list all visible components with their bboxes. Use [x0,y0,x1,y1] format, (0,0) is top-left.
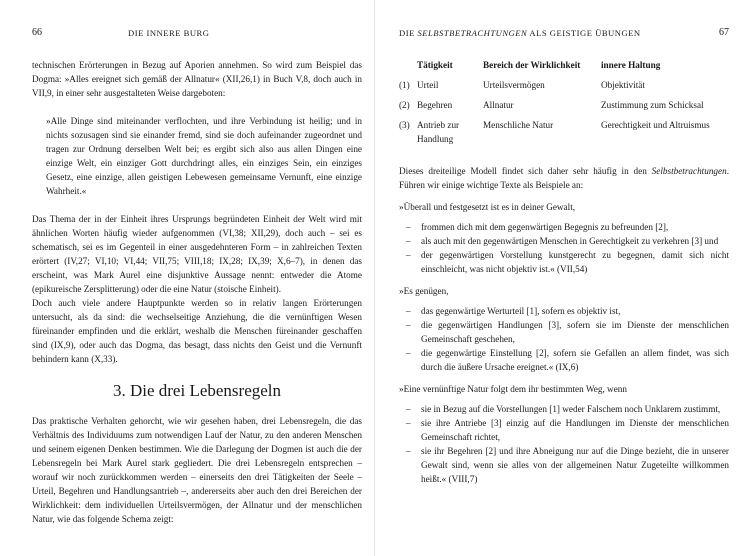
list-item: – als auch mit den gegenwärtigen Menschen in Gerechtigkeit zu verkehren [3] und [399,234,729,248]
list-item: – das gegenwärtige Werturteil [1], sofern es objektiv ist, [399,304,729,318]
table-row [399,98,729,118]
right-header-title: DIE SELBSTBETRACHTUNGEN ALS GEISTIGE ÜBUNGEN [399,28,641,38]
table-cell: Gerechtigkeit und Altruismus [601,120,710,130]
list-item: – die gegenwärtige Einstellung [2], sofern sie Gefallen an allem findet, was sich durch die äußere Ursache ereignet.« (IX,6) [399,346,729,374]
table-cell: Objektivität [601,80,645,90]
right-running-header [399,28,729,40]
left-page [32,0,362,556]
quote-lead: »Überall und festgesetzt ist es in deiner Gewalt, [399,202,576,212]
quote-list [399,304,729,374]
quote-list [399,402,729,486]
paragraph: Das praktische Verhalten gehorcht, wie wir gesehen haben, drei Lebensregeln, die das Verhältnis des Individuums zum notwendigen Lauf der Natur, zu den anderen Menschen und seinem eigenen Denken bestimmen. Wie die Darlegung der Dogmen ist auch die der Lebensregeln bei Mark Aurel stark gegliedert. Die drei Lebensregeln entsprechen – worauf wir noch zurückkommen werden – einerseits den drei Tätigkeiten der Seele – Urteil, Begehren und Handlungsantrieb –, andererseits aber auch den drei Bereichen der Wirklichkeit: dem individuellen Urteilsvermögen, der Allnatur und der menschlichen Natur, wie das folgende Schema zeigt: [32,416,362,524]
table-cell: Antrieb zur Handlung [417,120,460,144]
left-body [32,58,362,526]
table-cell: (1) [399,80,410,90]
schema-table [399,58,729,152]
page-gutter [374,0,375,556]
header-italic-title: SELBSTBETRACHTUNGEN [417,28,528,38]
table-row [399,118,729,152]
table-header-cell: innere Haltung [601,60,661,70]
paragraph: Das Thema der in der Einheit ihres Ursprungs begründeten Einheit der Welt wird mit ähnlichen Worten häufig wieder aufgenommen (VI,38; XII,29), doch auch – sei es schematisch, sei es im Gegenteil in einer ausgedehnteren Form – in zahlreichen Texten erörtert (IV,27; VI,10; VI,44; VII,75; VIII,18; IX,28; IX,39; X,6–7), in denen das erscheint, was Mark Aurel eine disjunktive Aussage nennt: entweder die Atome (epikureische Zersplitterung) oder die eine Natur (stoische Einheit). [32,214,362,294]
paragraph: Dieses dreiteilige Modell findet sich daher sehr häufig in den Selbstbetrachtungen. Führen wir einige wichtige Texte als Beispiele an: [399,166,729,190]
table-cell: Begehren [417,100,453,110]
quote-lead: »Es genügen, [399,286,449,296]
table-header-cell: Bereich der Wirklichkeit [483,60,581,70]
table-header-row [399,58,729,78]
right-page-number: 67 [719,27,729,38]
block-quote: »Alle Dinge sind miteinander verflochten, und ihre Verbindung ist heilig; und in nichts sozusagen sind sie einander fremd, sind sie doch aufeinander zugeordnet und tragen zur Ordnung derselben Welt bei; es ergibt sich also aus allen Dingen eine einzige Welt, ein einziger Gott durchdringt alles, ein einziges Sein, ein einziges Gesetz, eine einzige, allen geistigen Lebewesen gemeinsame Vernunft, eine einzige Wahrheit.« [46,116,362,196]
right-page [399,0,729,556]
list-item: – sie ihre Antriebe [3] einzig auf die Handlungen im Dienste der menschlichen Gemeinschaft richtet, [399,416,729,444]
table-cell: Menschliche Natur [483,120,554,130]
table-cell: Urteilsvermögen [483,80,545,90]
right-body [399,58,729,486]
quote-list [399,220,729,276]
table-cell: Urteil [417,80,439,90]
table-cell: Zustimmung zum Schicksal [601,100,704,110]
quote-lead: »Eine vernünftige Natur folgt dem ihr bestimmten Weg, wenn [399,384,627,394]
left-page-number: 66 [32,27,42,38]
list-item: – die gegenwärtigen Handlungen [3], sofern sie im Dienste der menschlichen Gemeinschaft geschehen, [399,318,729,346]
section-title: 3. Die drei Lebensregeln [112,381,282,400]
list-item: – der gegenwärtigen Vorstellung kunstgerecht zu begegnen, damit sich nicht einschleicht, was nicht objektiv ist.« (VII,54) [399,248,729,276]
table-row [399,78,729,98]
paragraph: technischen Erörterungen in Bezug auf Aporien annehmen. So wird zum Beispiel das Dogma: »Alles ereignet sich gemäß der Allnatur« (XII,26,1) in Buch V,8, doch auch in VII,9, in einer sehr ausgestalteten Weise dargeboten: [32,60,362,98]
paragraph: Doch auch viele andere Hauptpunkte werden so in relativ langen Erörterungen untersucht, als da sind: die wechselseitige Anziehung, die die vernünftigen Wesen füreinander empfinden und die erklärt, weshalb die Menschen füreinander geschaffen sind (IX,9), oder auch das Dogma, das besagt, dass nichts den Geist und die Vernunft behindern kann (X,33). [32,298,362,364]
left-running-header [32,28,362,40]
table-header-cell [399,58,417,78]
table-cell: (2) [399,100,410,110]
list-item: – sie in Bezug auf die Vorstellungen [1] weder Falschem noch Unklarem zustimmt, [399,402,729,416]
table-cell: Allnatur [483,100,514,110]
left-header-title: DIE INNERE BURG [128,28,210,38]
list-item: – sie ihr Begehren [2] und ihre Abneigung nur auf die Dinge bezieht, die in unserer Gewalt sind, wenn sie alles von der allgemeinen Natur Zugeteilte willkommen heißt.« (VIII,7) [399,444,729,486]
table-header-cell: Tätigkeit [417,60,453,70]
table-cell: (3) [399,120,410,130]
list-item: – frommen dich mit dem gegenwärtigen Begegnis zu befreunden [2], [399,220,729,234]
